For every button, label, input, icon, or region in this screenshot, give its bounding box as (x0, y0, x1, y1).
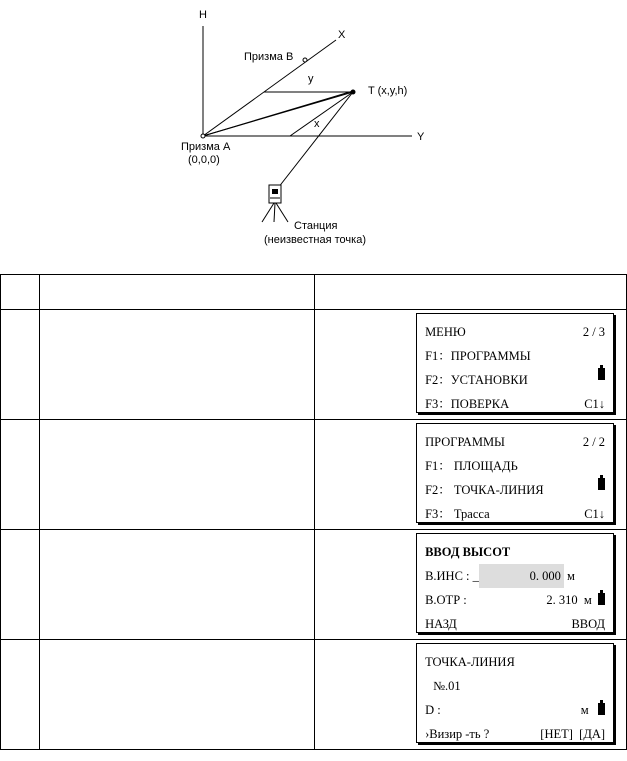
instrument-height-label: В.ИНС : (425, 569, 470, 583)
prism-a-marker (201, 134, 205, 138)
point-number: №.01 (433, 679, 461, 693)
axis-x-label: X (338, 29, 346, 41)
program-item-area[interactable]: F1： ПЛОЩАДЬ (425, 459, 518, 473)
distance-unit: м (580, 703, 589, 717)
target-height-value[interactable]: 2. 310 (546, 593, 578, 607)
page-scroll-indicator: C1↓ (584, 397, 606, 411)
unit-label: м (583, 593, 592, 607)
table-row (1, 640, 627, 750)
menu-screen (416, 313, 614, 413)
no-softkey[interactable]: [НЕТ] (540, 727, 573, 741)
page-indicator: 2 / 3 (582, 325, 606, 339)
target-label: T (x,y,h) (368, 85, 408, 97)
station-label: Станция (294, 220, 338, 232)
tripod-leg-mid (274, 203, 275, 222)
table-row (1, 530, 627, 640)
battery-icon (598, 703, 605, 715)
yes-softkey[interactable]: [ДА] (579, 727, 606, 741)
tripod-leg-left (262, 203, 274, 222)
menu-title: МЕНЮ (425, 325, 466, 339)
point-line-screen (416, 643, 614, 743)
program-item-point-line[interactable]: F2： ТОЧКА-ЛИНИЯ (425, 483, 544, 497)
station-note: (неизвестная точка) (264, 234, 366, 246)
station-sight-line (278, 92, 353, 188)
battery-icon (598, 368, 605, 380)
table-row (1, 420, 627, 530)
enter-softkey[interactable]: ВВОД (571, 617, 606, 631)
prism-b-label: Призма В (244, 51, 294, 63)
unit-label: м (567, 569, 575, 583)
battery-icon (598, 593, 605, 605)
point-line-title: ТОЧКА-ЛИНИЯ (425, 655, 515, 669)
sight-prompt: ›Визир -ть ? (425, 727, 490, 741)
target-point-marker (351, 90, 356, 95)
page-scroll-indicator: C1↓ (584, 507, 606, 521)
x-offset-line (290, 92, 353, 136)
target-height-label: В.ОТР : (425, 593, 467, 607)
y-distance-label: y (308, 73, 314, 85)
battery-icon (598, 478, 605, 490)
menu-item-settings[interactable]: F2：УСТАНОВКИ (425, 373, 528, 387)
tripod-leg-right (276, 203, 288, 222)
distance-label: D : (425, 703, 441, 717)
station-instrument-icon (269, 185, 281, 203)
prism-a-coords: (0,0,0) (188, 154, 220, 166)
input-cursor: _ (472, 569, 479, 583)
x-distance-label: x (314, 118, 320, 130)
line-a-t (203, 92, 353, 136)
height-input-title: ВВОД ВЫСОТ (425, 545, 511, 559)
axis-h-label: H (199, 9, 207, 21)
procedure-table (0, 274, 627, 750)
programs-screen (416, 423, 614, 523)
point-to-line-diagram (0, 0, 627, 262)
menu-item-check[interactable]: F3：ПОВЕРКА (425, 397, 510, 411)
back-softkey[interactable]: НАЗД (425, 617, 457, 631)
program-item-route[interactable]: F3： Трасса (425, 507, 490, 521)
table-row (1, 310, 627, 420)
page-indicator: 2 / 2 (582, 435, 606, 449)
menu-item-programs[interactable]: F1：ПРОГРАММЫ (425, 349, 531, 363)
prism-a-label: Призма А (181, 141, 231, 153)
prism-b-marker (303, 58, 307, 62)
height-input-screen (416, 533, 614, 633)
axis-y-label: Y (417, 131, 425, 143)
table-header-row (1, 275, 627, 310)
instrument-height-input[interactable]: 0. 000 (479, 564, 564, 588)
programs-title: ПРОГРАММЫ (425, 435, 505, 449)
